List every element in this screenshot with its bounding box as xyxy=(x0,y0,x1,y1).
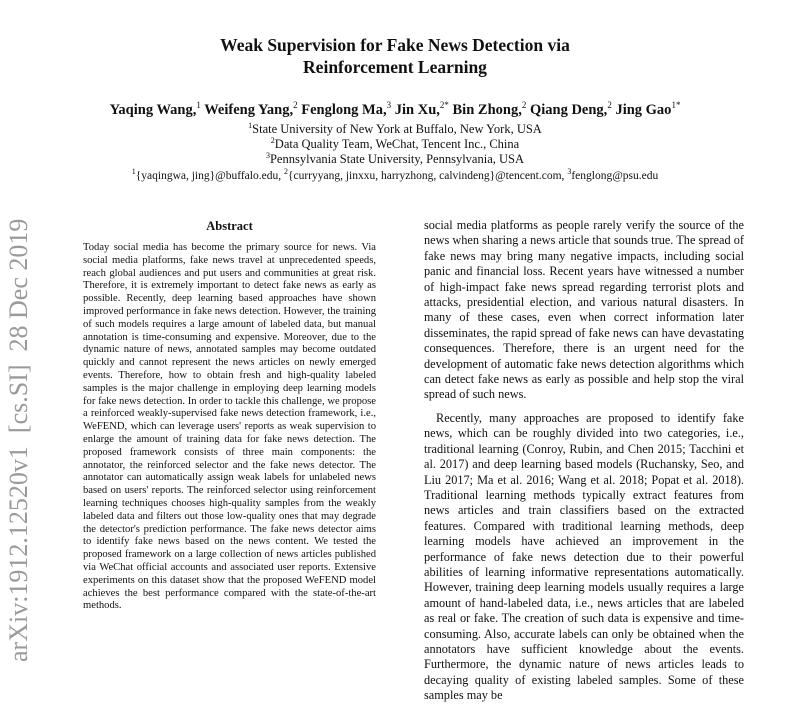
author: Jing Gao$^{1*}$ xyxy=(615,100,681,118)
author-emails: $^1${yaqingwa, jing}@buffalo.edu, $^2${curryyang, jinxxu, harryzhong, calvindeng}@tencent.com, $^3$fenglong@psu.edu xyxy=(131,167,659,182)
author: Fenglong Ma,$^3$ xyxy=(301,100,392,118)
body-paragraph-2: Recently, many approaches are proposed to identify fake news, which can be roughly divided into two categories, i.e., traditional learning (Conroy, Rubin, and Chen 2015; Tacchini et al. 2017) and deep learning based models (Ruchansky, Seo, and Liu 2017; Ma et al. 2016; Wang et al. 2018; Popat et al. 2018). Traditional learning methods typically extract features from news articles and train classifiers based on the extracted features. Compared with traditional learning methods, deep learning models have achieved an improvement in the performance of fake news detection due to their powerful abilities of learning informative representations automatically. However, training deep learning models usually requires a large amount of hand-labeled data, i.e., news articles that are labeled as real or fake. The creation of such data is expensive and time-consuming. Also, accurate labels can only be obtained when the annotators have sufficient knowledge about the events. Furthermore, the dynamic nature of news articles leads to decaying quality of existing labeled samples. Some of these samples may be xyxy=(424,410,744,703)
affiliation-1: $^1$State University of New York at Buffalo, New York, USA xyxy=(248,121,542,137)
author: Qiang Deng,$^2$ xyxy=(529,100,612,118)
affiliation-2: $^2$Data Quality Team, WeChat, Tencent Inc., China xyxy=(270,136,520,152)
author-list xyxy=(0,96,790,119)
affiliation-3: $^3$Pennsylvania State University, Pennsylvania, USA xyxy=(265,151,525,167)
author: Yaqing Wang,$^1$ xyxy=(109,100,201,118)
author: Weifeng Yang,$^2$ xyxy=(204,100,298,118)
body-paragraph-1: social media platforms as people rarely verify the source of the news when sharing a news article that sounds true. The spread of fake news may bring many negative impacts, including social panic and financial loss. Recent years have witnessed a number of high-impact fake news spread regarding terrorist plots and attacks, presidential election, and various natural disasters. In many of these cases, even when correct information later disseminates, the rapid spread of fake news can have devastating consequences. Therefore, there is an urgent need for the development of automatic fake news detection algorithms which can detect fake news as early as possible and help stop the viral spread of such news. xyxy=(424,218,744,402)
right-column xyxy=(424,218,744,704)
title-line-2: Reinforcement Learning xyxy=(303,57,487,77)
author: Jin Xu,$^{2*}$ xyxy=(394,100,449,118)
title-line-1: Weak Supervision for Fake News Detection via xyxy=(220,35,570,55)
abstract-heading: Abstract xyxy=(206,219,253,233)
abstract-text: Today social media has become the primary source for news. Via social media platforms, fake news travel at unprecedented speeds, reach global audiences and put users and communities at great risk. Therefore, it is extremely important to detect fake news as early as possible. Recently, deep learning based approaches have shown improved performance in fake news detection. However, the training of such models requires a large amount of labeled data, but manual annotation is time-consuming and expensive. Moreover, due to the dynamic nature of news, annotated samples may become outdated quickly and cannot represent the news articles on newly emerged events. Therefore, how to obtain fresh and high-quality labeled samples is the major challenge in employing deep learning models for fake news detection. In order to tackle this challenge, we propose a reinforced weakly-supervised fake news detection framework, i.e., WeFEND, which can leverage users' reports as weak supervision to enlarge the amount of training data for fake news detection. The proposed framework consists of three main components: the annotator, the reinforced selector and the fake news detector. The annotator can automatically assign weak labels for unlabeled news based on users' reports. The reinforced selector using reinforcement learning techniques chooses high-quality samples from the weakly labeled data and filters out those low-quality ones that may degrade the detector's prediction performance. The fake news detector aims to identify fake news based on the news content. We tested the proposed framework on a large collection of news articles published via WeChat official accounts and associated user reports. Extensive experiments on this dataset show that the proposed WeFEND model achieves the best performance compared with the state-of-the-art methods. xyxy=(83,242,376,612)
author: Bin Zhong,$^2$ xyxy=(452,100,527,118)
arxiv-stamp-text: arXiv:1912.12520v1 [cs.SI] 28 Dec 2019 xyxy=(4,218,33,662)
arxiv-identifier-stamp xyxy=(4,200,56,662)
paper-title xyxy=(0,34,790,78)
left-column xyxy=(83,218,376,613)
